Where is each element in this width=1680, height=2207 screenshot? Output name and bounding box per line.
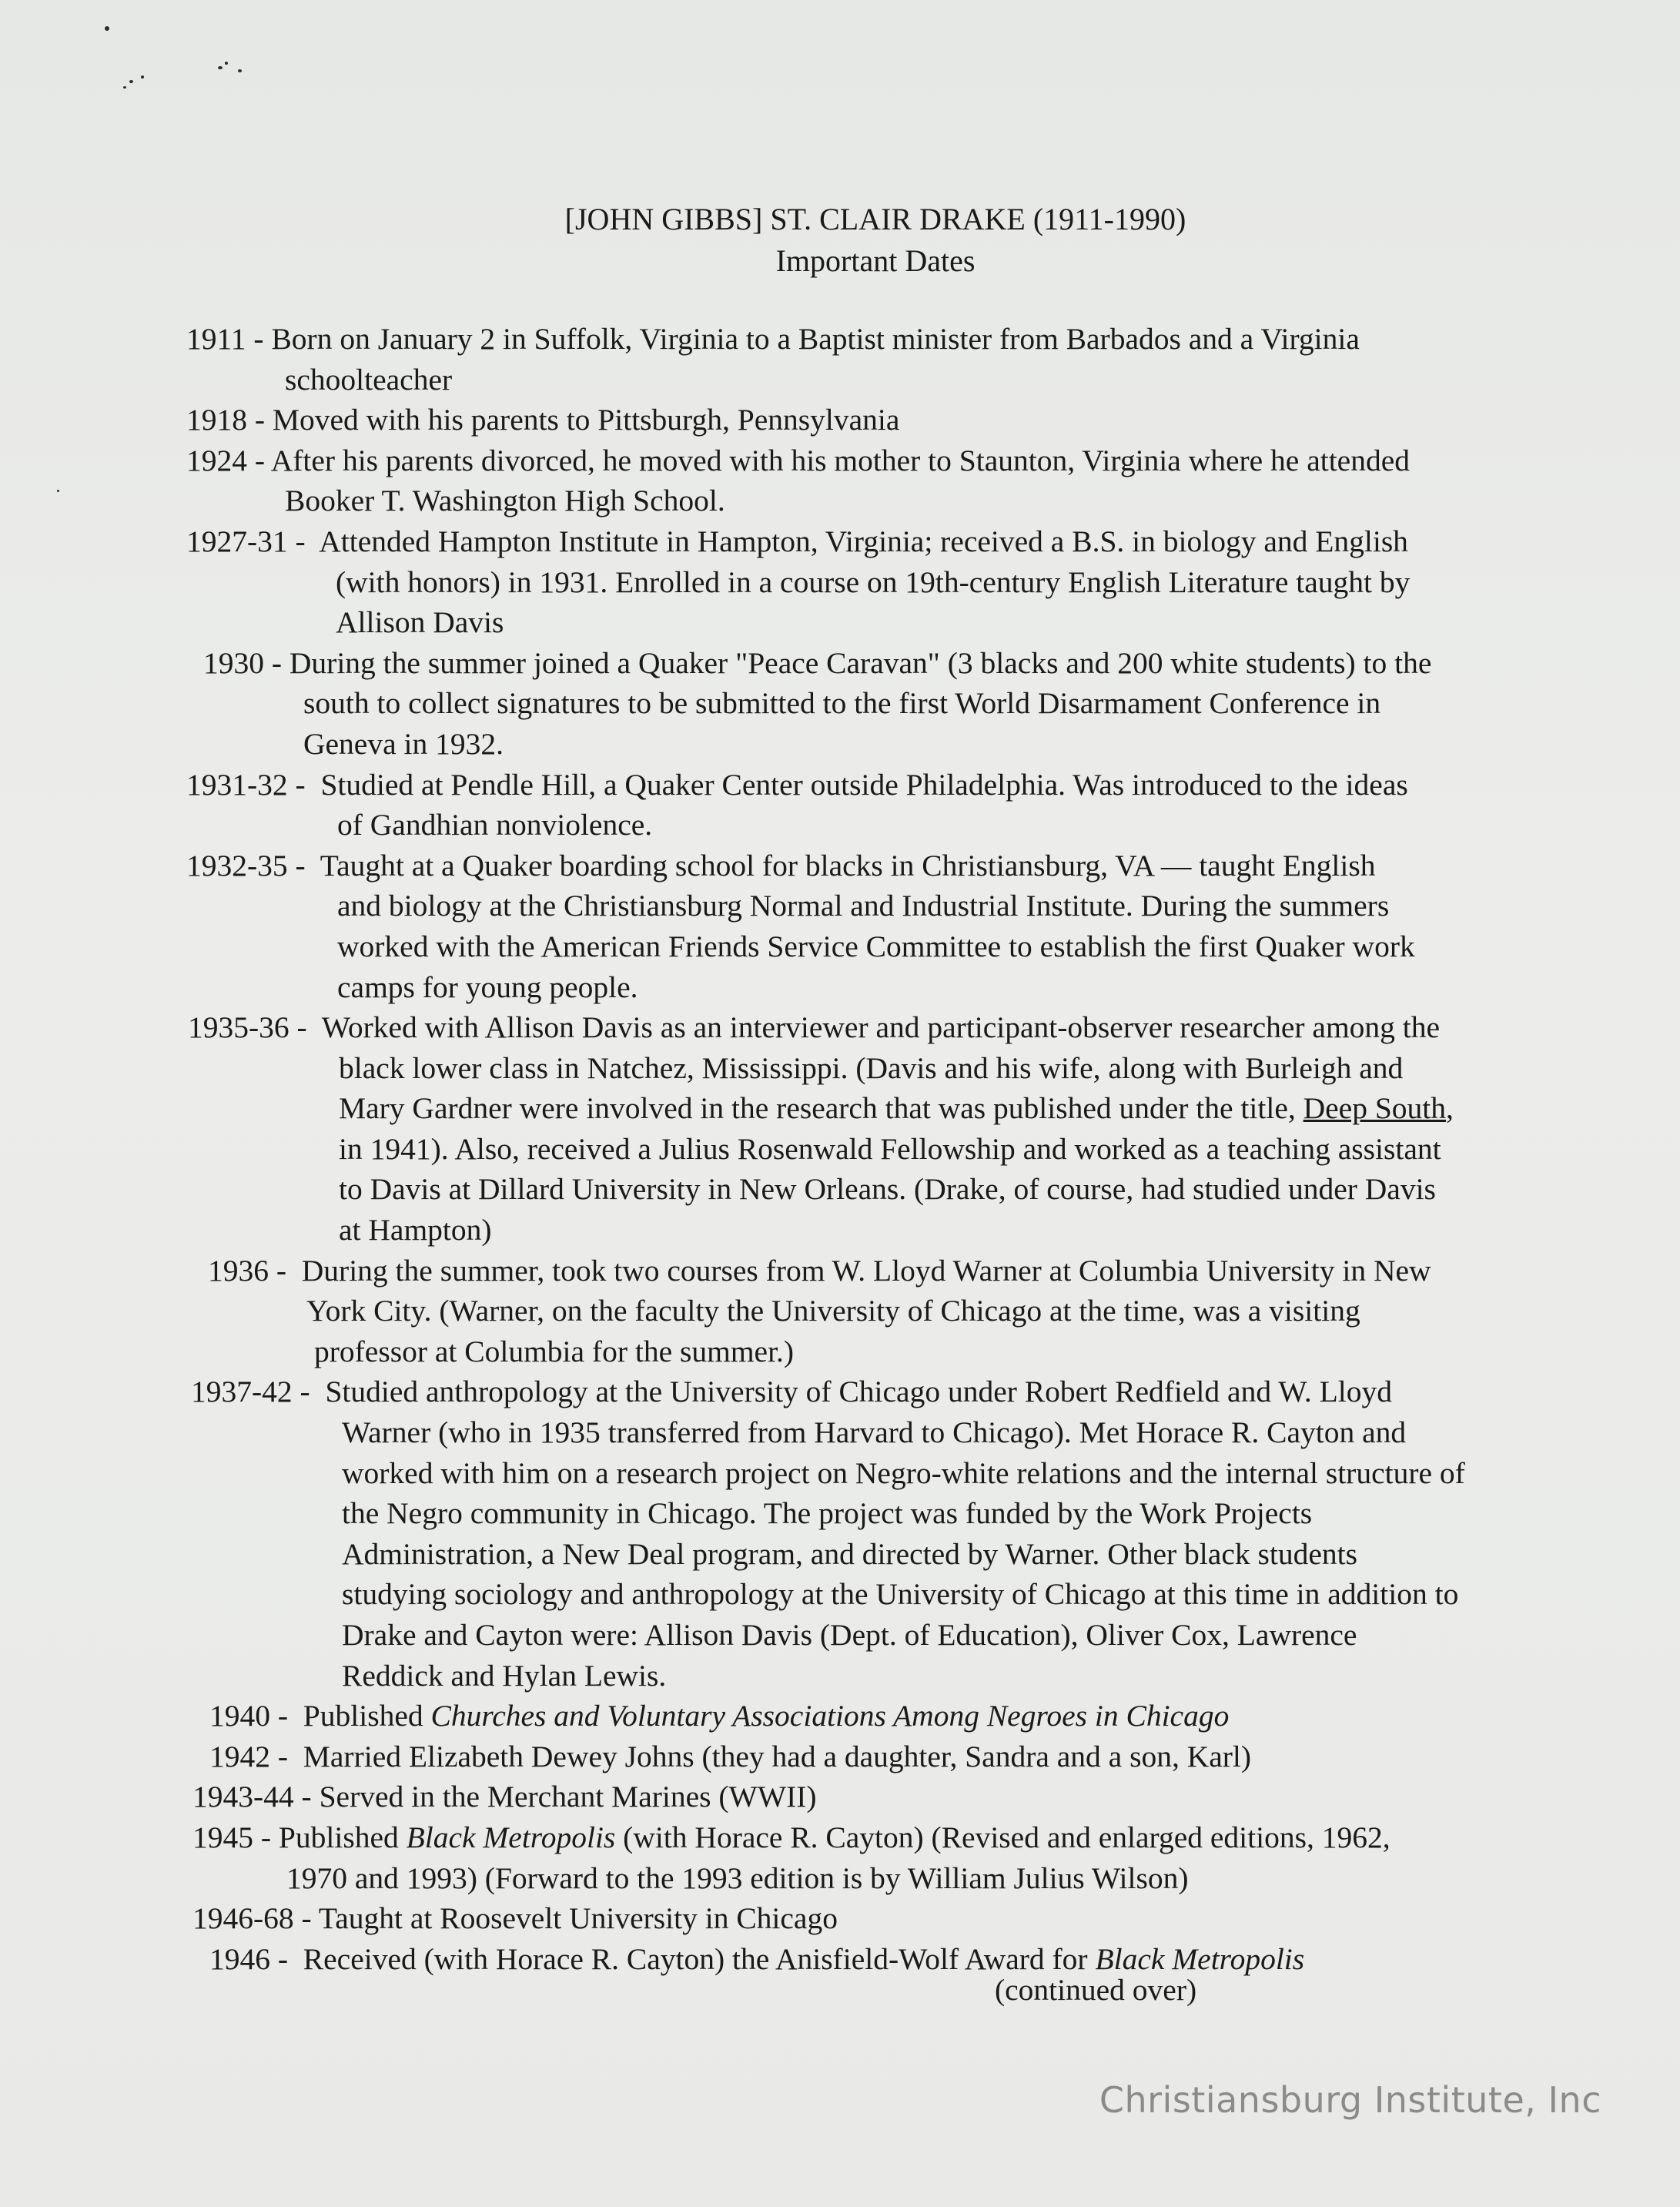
scan-speck: [105, 26, 109, 31]
watermark: Christiansburg Institute, Inc: [1099, 2079, 1601, 2121]
entry-text: After his parents divorced, he moved with his mother to Staunton, Virginia where he attended: [270, 443, 1410, 477]
entry-date: 1946 -: [209, 1941, 289, 1976]
entry-text: professor at Columbia for the summer.): [314, 1334, 795, 1368]
timeline-entry: [0, 1251, 1680, 1372]
timeline-entry: [0, 643, 1680, 765]
entry-text: and biology at the Christiansburg Normal and Industrial Institute. During the summers: [337, 889, 1390, 923]
timeline-entry: [0, 1371, 1680, 1696]
timeline-entry: [0, 1736, 1680, 1777]
entry-text: Married Elizabeth Dewey Johns (they had a daughter, Sandra and a son, Karl): [303, 1739, 1252, 1773]
entry-text: Mary Gardner were involved in the research that was published under the title, Deep South,: [339, 1091, 1454, 1126]
entry-text: Studied at Pendle Hill, a Quaker Center outside Philadelphia. Was introduced to the ideas: [320, 767, 1408, 802]
entry-date: 1940 -: [209, 1699, 289, 1733]
scan-speck: [225, 62, 228, 65]
entry-text: 1970 and 1993) (Forward to the 1993 edition is by William Julius Wilson): [286, 1860, 1189, 1895]
entry-text: York City. (Warner, on the faculty the University of Chicago at the time, was a visiting: [306, 1294, 1360, 1328]
entry-text: Born on January 2 in Suffolk, Virginia to a Baptist minister from Barbados and a Virginia: [271, 322, 1360, 356]
document-subtitle: Important Dates: [775, 243, 976, 278]
timeline-entry: [0, 1898, 1680, 1939]
entry-text: worked with the American Friends Service Committee to establish the first Quaker work: [337, 929, 1415, 963]
entry-date: 1918 -: [186, 403, 266, 437]
timeline-entry: [0, 1817, 1680, 1898]
entry-text: camps for young people.: [337, 970, 638, 1004]
entry-date: 1946-68 -: [192, 1901, 312, 1936]
entry-text: Geneva in 1932.: [303, 726, 504, 761]
timeline-entry: [0, 319, 1680, 400]
scan-speck: [218, 66, 223, 69]
entry-text: Drake and Cayton were: Allison Davis (Dept. of Education), Oliver Cox, Lawrence: [342, 1618, 1357, 1652]
timeline-entry: [0, 1939, 1680, 1980]
entry-date: 1931-32 -: [186, 767, 306, 802]
timeline-entry: [0, 1007, 1680, 1251]
scan-speck: [123, 86, 126, 89]
timeline-entry: [0, 1777, 1680, 1817]
entry-text: the Negro community in Chicago. The project was funded by the Work Projects: [342, 1496, 1313, 1531]
timeline-entry: [0, 1696, 1680, 1736]
entry-date: 1936 -: [208, 1253, 287, 1288]
entry-text: studying sociology and anthropology at the University of Chicago at this time in addition to: [342, 1577, 1459, 1612]
entry-text: black lower class in Natchez, Mississippi. (Davis and his wife, along with Burleigh and: [339, 1050, 1404, 1085]
entry-text: Booker T. Washington High School.: [285, 484, 725, 518]
entry-text: Attended Hampton Institute in Hampton, Virginia; received a B.S. in biology and English: [319, 524, 1408, 558]
entry-text: Received (with Horace R. Cayton) the Anisfield-Wolf Award for Black Metropolis: [303, 1941, 1305, 1976]
entry-text: to Davis at Dillard University in New Orleans. (Drake, of course, had studied under Davis: [339, 1172, 1436, 1207]
scan-speck: [129, 80, 133, 83]
entry-date: 1930 -: [203, 645, 283, 680]
entry-text: schoolteacher: [285, 362, 453, 397]
entry-text: of Gandhian nonviolence.: [337, 808, 653, 842]
entry-text: worked with him on a research project on Negro-white relations and the internal structure of: [342, 1455, 1465, 1490]
entry-date: 1937-42 -: [191, 1375, 310, 1409]
entry-text: Served in the Merchant Marines (WWII): [319, 1780, 817, 1814]
entry-text: Taught at a Quaker boarding school for blacks in Christiansburg, VA — taught English: [320, 848, 1376, 882]
timeline-entry: [0, 846, 1680, 1007]
entry-text: Studied anthropology at the University of Chicago under Robert Redfield and W. Lloyd: [325, 1375, 1392, 1409]
entry-text: During the summer joined a Quaker "Peace Caravan" (3 blacks and 200 white students) to the: [289, 645, 1432, 680]
entry-text: Published Churches and Voluntary Associations Among Negroes in Chicago: [303, 1699, 1230, 1733]
entry-date: 1911 -: [186, 322, 264, 356]
entry-text: Moved with his parents to Pittsburgh, Pennsylvania: [272, 403, 900, 437]
entry-text: at Hampton): [339, 1213, 492, 1248]
document-title: [JOHN GIBBS] ST. CLAIR DRAKE (1911-1990): [564, 202, 1186, 236]
entry-date: 1942 -: [209, 1739, 289, 1773]
entry-text: Reddick and Hylan Lewis.: [342, 1658, 667, 1693]
entry-text: Warner (who in 1935 transferred from Harvard to Chicago). Met Horace R. Cayton and: [342, 1415, 1407, 1450]
entry-date: 1945 -: [192, 1820, 272, 1854]
timeline-list: [0, 319, 1680, 1979]
entry-date: 1935-36 -: [188, 1010, 307, 1045]
entry-text: south to collect signatures to be submitted to the first World Disarmament Conference in: [303, 686, 1381, 721]
entry-text: Worked with Allison Davis as an interviewer and participant-observer researcher among the: [321, 1010, 1441, 1045]
entry-date: 1927-31 -: [186, 524, 306, 558]
entry-text: During the summer, took two courses from W. Lloyd Warner at Columbia University in New: [301, 1253, 1431, 1288]
entry-date: 1932-35 -: [186, 848, 306, 882]
continued-note: (continued over): [995, 1973, 1197, 2007]
entry-text: Taught at Roosevelt University in Chicago: [318, 1901, 838, 1936]
entry-date: 1943-44 -: [192, 1780, 312, 1814]
timeline-entry: [0, 400, 1680, 440]
entry-date: 1924 -: [186, 443, 266, 477]
entry-text: Administration, a New Deal program, and directed by Warner. Other black students: [342, 1536, 1357, 1571]
scan-speck: [141, 75, 144, 79]
entry-text: Allison Davis: [336, 605, 504, 640]
scan-speck: [238, 69, 242, 72]
timeline-entry: [0, 521, 1680, 643]
timeline-entry: [0, 440, 1680, 521]
entry-text: Published Black Metropolis (with Horace R. Cayton) (Revised and enlarged editions, 1962,: [278, 1820, 1391, 1854]
entry-text: (with honors) in 1931. Enrolled in a course on 19th-century English Literature taught by: [336, 564, 1411, 599]
timeline-entry: [0, 765, 1680, 846]
entry-text: in 1941). Also, received a Julius Rosenwald Fellowship and worked as a teaching assistant: [339, 1131, 1441, 1166]
